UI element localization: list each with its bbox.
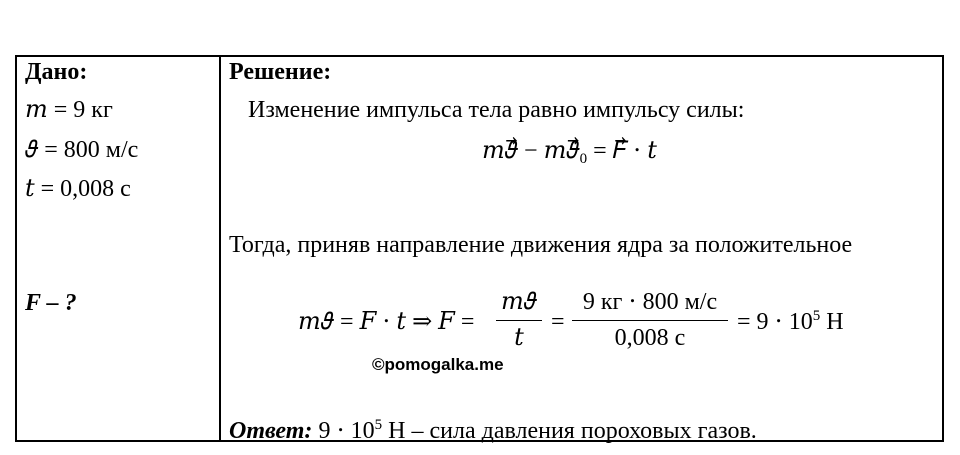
- given-velocity: 𝜗 = 800 м/с: [25, 137, 139, 163]
- formula-subscript: 0: [579, 151, 588, 167]
- formula-term-2: 𝑚𝜗⃗: [543, 138, 580, 164]
- frac1-numerator: 𝑚𝜗: [500, 289, 538, 315]
- solution-header: Решение:: [229, 59, 332, 85]
- formula-term-1: 𝑚𝜗⃗: [482, 138, 519, 164]
- find-unknown: F – ?: [25, 290, 77, 316]
- calc-result: [737, 308, 844, 336]
- column-divider: [219, 57, 221, 440]
- frac2-bar: [572, 320, 728, 321]
- then-text: Тогда, приняв направление движения ядра за положительное: [229, 232, 853, 258]
- calc-result-unit: Н: [820, 309, 844, 335]
- frac1-denominator: 𝑡: [514, 325, 524, 351]
- given-mass: 𝑚 = 9 кг: [25, 97, 113, 123]
- watermark: ©pomogalka.me: [372, 355, 504, 374]
- frac2-denominator: 0,008 с: [614, 325, 686, 351]
- answer-label: Ответ:: [229, 418, 313, 444]
- frac1-bar: [496, 320, 542, 321]
- answer-line: [229, 417, 757, 445]
- answer-value: 9 ⋅ 10: [318, 418, 375, 444]
- solution-intro: Изменение импульса тела равно импульсу силы:: [248, 97, 745, 123]
- formula-minus: −: [518, 138, 544, 164]
- answer-exponent: 5: [374, 417, 383, 433]
- equals-sign: =: [551, 309, 565, 335]
- calc-lhs: 𝑚𝜗 = 𝐹 ⋅ 𝑡 ⇒ 𝐹 =: [298, 309, 475, 335]
- frac2-numerator: 9 кг ⋅ 800 м/с: [582, 289, 718, 315]
- calc-result-base: = 9 ⋅ 10: [737, 309, 813, 335]
- momentum-formula: [482, 137, 657, 165]
- answer-rest: Н – сила давления пороховых газов.: [382, 418, 757, 444]
- given-time: 𝑡 = 0,008 с: [25, 176, 131, 202]
- given-header: Дано:: [25, 59, 88, 85]
- calc-result-exponent: 5: [812, 308, 821, 324]
- formula-rhs: = 𝐹⃗ ⋅ 𝑡: [587, 138, 657, 164]
